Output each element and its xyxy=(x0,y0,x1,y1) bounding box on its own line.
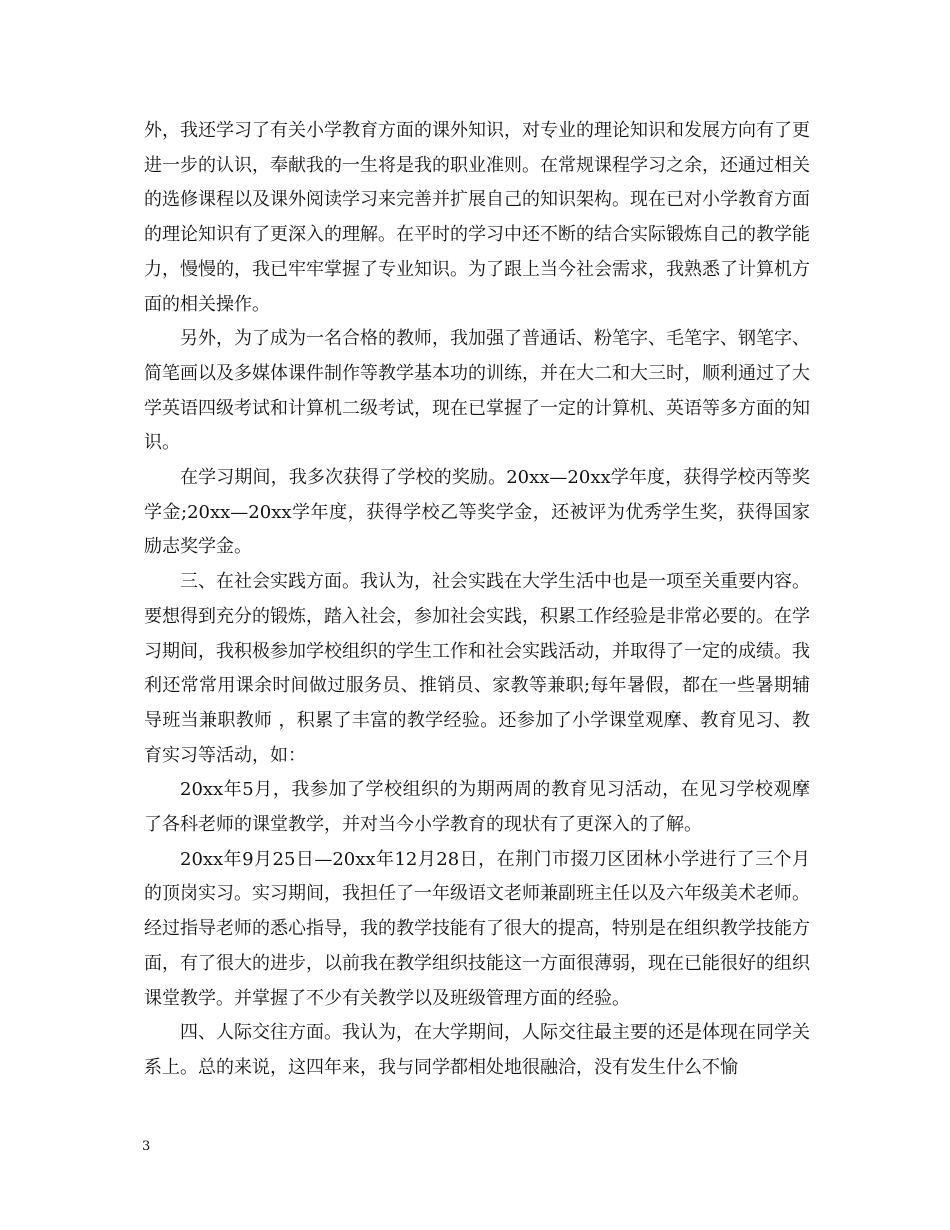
paragraph-observation: 20xx年5月，我参加了学校组织的为期两周的教育见习活动，在见习学校观摩了各科老师的课堂教学，并对当今小学教育的现状有了更深入的了解。 xyxy=(144,779,810,836)
paragraph-awards: 在学习期间，我多次获得了学校的奖励。20xx—20xx学年度，获得学校丙等奖学金;20xx—20xx学年度，获得学校乙等奖学金，还被评为优秀学生奖，获得国家励志奖学金。 xyxy=(144,467,810,558)
paragraph-interpersonal: 四、人际交往方面。我认为，在大学期间，人际交往最主要的还是体现在同学关系上。总的来说，这四年来，我与同学都相处地很融洽，没有发生什么不愉 xyxy=(144,1022,810,1078)
page-number: 3 xyxy=(142,1139,151,1154)
paragraph-social-practice: 三、在社会实践方面。我认为，社会实践在大学生活中也是一项至关重要内容。要想得到充分的锻炼，踏入社会，参加社会实践，积累工作经验是非常必要的。在学习期间，我积极参加学校组织的学生工作和社会实践活动，并取得了一定的成绩。我利还常常用课余时间做过服务员、推销员、家教等兼职;每年暑假，都在一些暑期辅导班当兼职教师 ，积累了丰富的教学经验。还参加了小学课堂观摩、教育见习、教育实习等活动，如： xyxy=(144,571,810,766)
paragraph-continuation: 外，我还学习了有关小学教育方面的课外知识，对专业的理论知识和发展方向有了更进一步的认识，奉献我的一生将是我的职业准则。在常规课程学习之余，还通过相关的选修课程以及课外阅读学习来完善并扩展自己的知识架构。现在已对小学教育方面的理论知识有了更深入的理解。在平时的学习中还不断的结合实际锻炼自己的教学能力，慢慢的，我已牢牢掌握了专业知识。为了跟上当今社会需求，我熟悉了计算机方面的相关操作。 xyxy=(144,120,810,315)
paragraph-internship: 20xx年9月25日—20xx年12月28日，在荆门市掇刀区团林小学进行了三个月的顶岗实习。实习期间，我担任了一年级语文老师兼副班主任以及六年级美术老师。经过指导老师的悉心指导，我的教学技能有了很大的提高，特别是在组织教学技能方面，有了很大的进步，以前我在教学组织技能这一方面很薄弱，现在已能很好的组织课堂教学。并掌握了不少有关教学以及班级管理方面的经验。 xyxy=(144,848,810,1009)
document-body xyxy=(144,114,810,1086)
paragraph-skills: 另外，为了成为一名合格的教师，我加强了普通话、粉笔字、毛笔字、钢笔字、简笔画以及多媒体课件制作等教学基本功的训练，并在大二和大三时，顺利通过了大学英语四级考试和计算机二级考试，现在已掌握了一定的计算机、英语等多方面的知识。 xyxy=(144,328,810,454)
